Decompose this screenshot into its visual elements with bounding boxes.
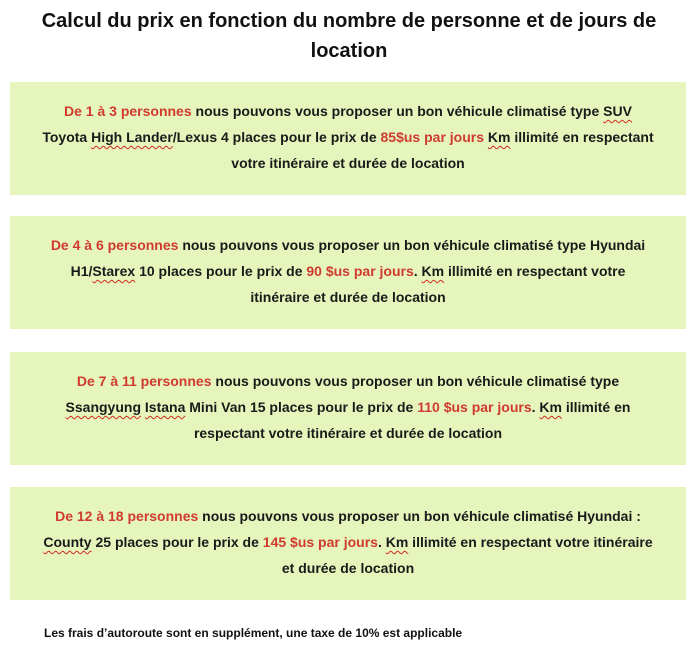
spellcheck-word: Istana [144,399,186,415]
offer-box-12-18-persons [10,487,686,600]
offer-text: nous pouvons vous proposer un bon véhicule climatisé type [211,373,620,389]
offer-text: 25 places pour le prix de [91,534,263,550]
offer-text: . [413,263,422,279]
offer-box-1-3-persons [10,82,686,195]
offer-text: /Lexus 4 places pour le prix de [172,129,381,145]
offer-text: nous pouvons vous proposer un bon véhicule climatisé Hyundai : [198,508,641,524]
offer-text: Mini Van 15 places pour le prix de [185,399,418,415]
offer-text: illimité en respectant votre itinéraire et durée de location [193,399,631,441]
price-label: 85$us par jours [380,129,485,145]
offer-text: 10 places pour le prix de [135,263,307,279]
persons-range: De 7 à 11 personnes [76,373,212,389]
spellcheck-word: SUV [603,103,632,119]
spellcheck-word: Km [487,129,511,145]
price-label: 145 $us par jours [262,534,378,550]
spellcheck-word: Starex [92,263,136,279]
offer-text: nous pouvons vous proposer un bon véhicule climatisé type [191,103,604,119]
persons-range: De 4 à 6 personnes [50,237,179,253]
spellcheck-word: Km [421,263,445,279]
offer-text: . [377,534,386,550]
offer-text: illimité en respectant votre itinéraire et durée de location [250,263,626,305]
spellcheck-word: Km [539,399,562,415]
price-label: 110 $us par jours [417,399,532,415]
offer-box-7-11-persons [10,352,686,465]
offer-text: Toyota [42,129,92,145]
persons-range: De 1 à 3 personnes [64,103,192,119]
offer-text: . [531,399,540,415]
spellcheck-word: County [43,534,92,550]
persons-range: De 12 à 18 personnes [55,508,199,524]
offer-text: illimité en respectant votre itinéraire et durée de location [281,534,653,576]
spellcheck-word: High Lander [91,129,173,145]
footer-note: Les frais d’autoroute sont en supplément, une taxe de 10% est applicable [44,626,463,640]
page-title: Calcul du prix en fonction du nombre de personne et de jours de location [41,10,657,62]
offer-text: illimité en respectant votre itinéraire et durée de location [231,129,654,171]
price-label: 90 $us par jours [306,263,414,279]
offer-text: nous pouvons vous proposer un bon véhicule climatisé type Hyundai H1/ [70,237,646,279]
spellcheck-word: Km [385,534,409,550]
offer-box-4-6-persons [10,216,686,329]
spellcheck-word: Ssangyung [65,399,142,415]
